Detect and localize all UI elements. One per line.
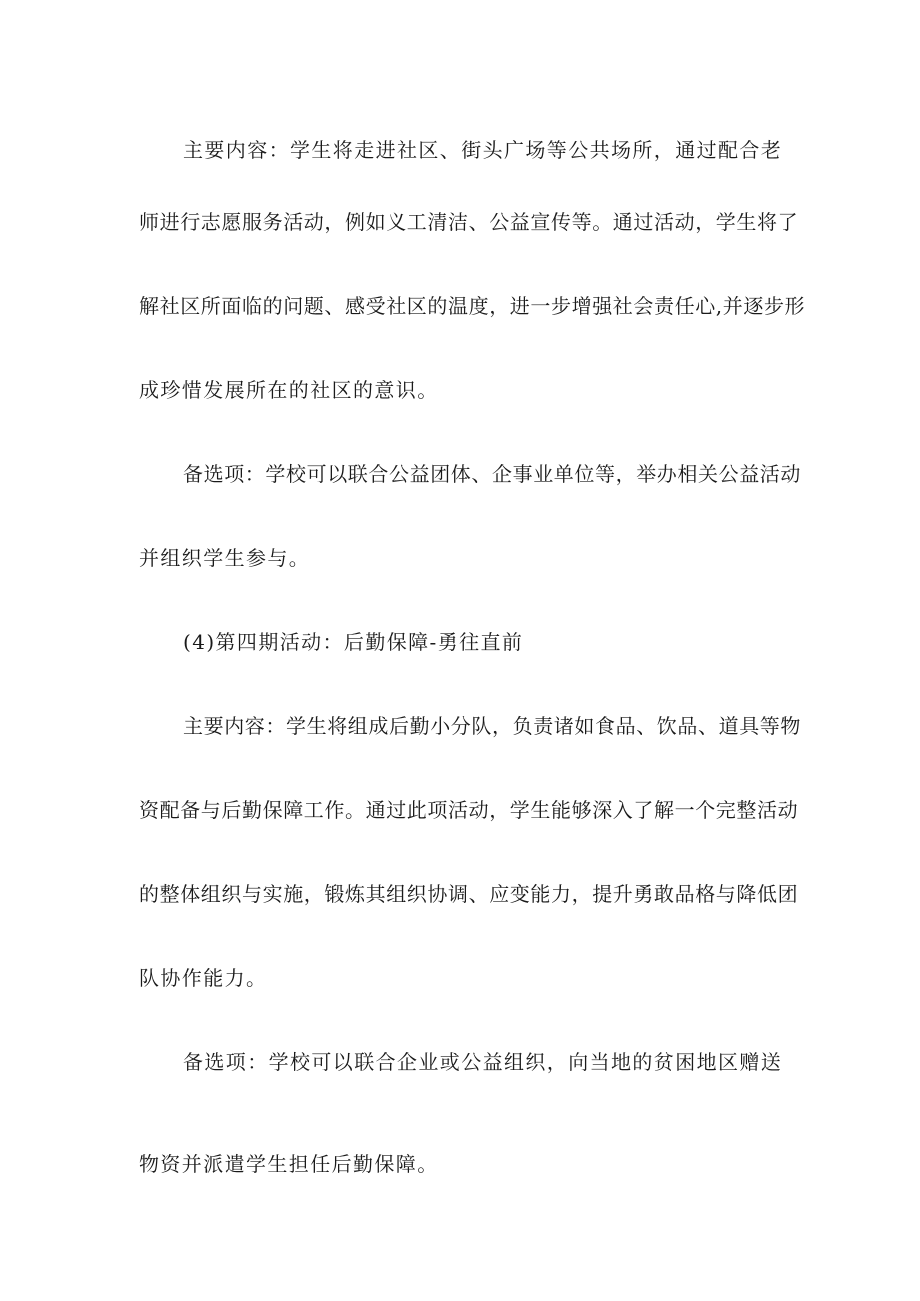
paragraph-line: 解社区所面临的问题、感受社区的温度，进一步增强社会责任心,并逐步形 bbox=[139, 294, 806, 318]
paragraph-line: 成珍惜发展所在的社区的意识。 bbox=[139, 378, 439, 402]
paragraph-line: 师进行志愿服务活动，例如义工清洁、公益宣传等。通过活动，学生将了 bbox=[139, 210, 799, 234]
paragraph-line: 资配备与后勤保障工作。通过此项活动，学生能够深入了解一个完整活动 bbox=[139, 798, 799, 822]
paragraph-line: 主要内容：学生将组成后勤小分队，负责诸如食品、饮品、道具等物 bbox=[183, 714, 801, 738]
paragraph-line: 的整体组织与实施，锻炼其组织协调、应变能力，提升勇敢品格与降低团 bbox=[139, 882, 799, 906]
section-heading: (4)第四期活动：后勤保障-勇往直前 bbox=[183, 630, 524, 654]
paragraph-line: 队协作能力。 bbox=[139, 966, 268, 990]
paragraph-line: 备选项：学校可以联合企业或公益组织，向当地的贫困地区赠送 bbox=[183, 1050, 783, 1074]
paragraph-line: 并组织学生参与。 bbox=[139, 546, 311, 570]
paragraph-line: 备选项：学校可以联合公益团体、企事业单位等，举办相关公益活动 bbox=[183, 462, 801, 486]
paragraph-line: 物资并派遣学生担任后勤保障。 bbox=[139, 1152, 439, 1176]
paragraph-line: 主要内容：学生将走进社区、街头广场等公共场所，通过配合老 bbox=[183, 138, 783, 162]
